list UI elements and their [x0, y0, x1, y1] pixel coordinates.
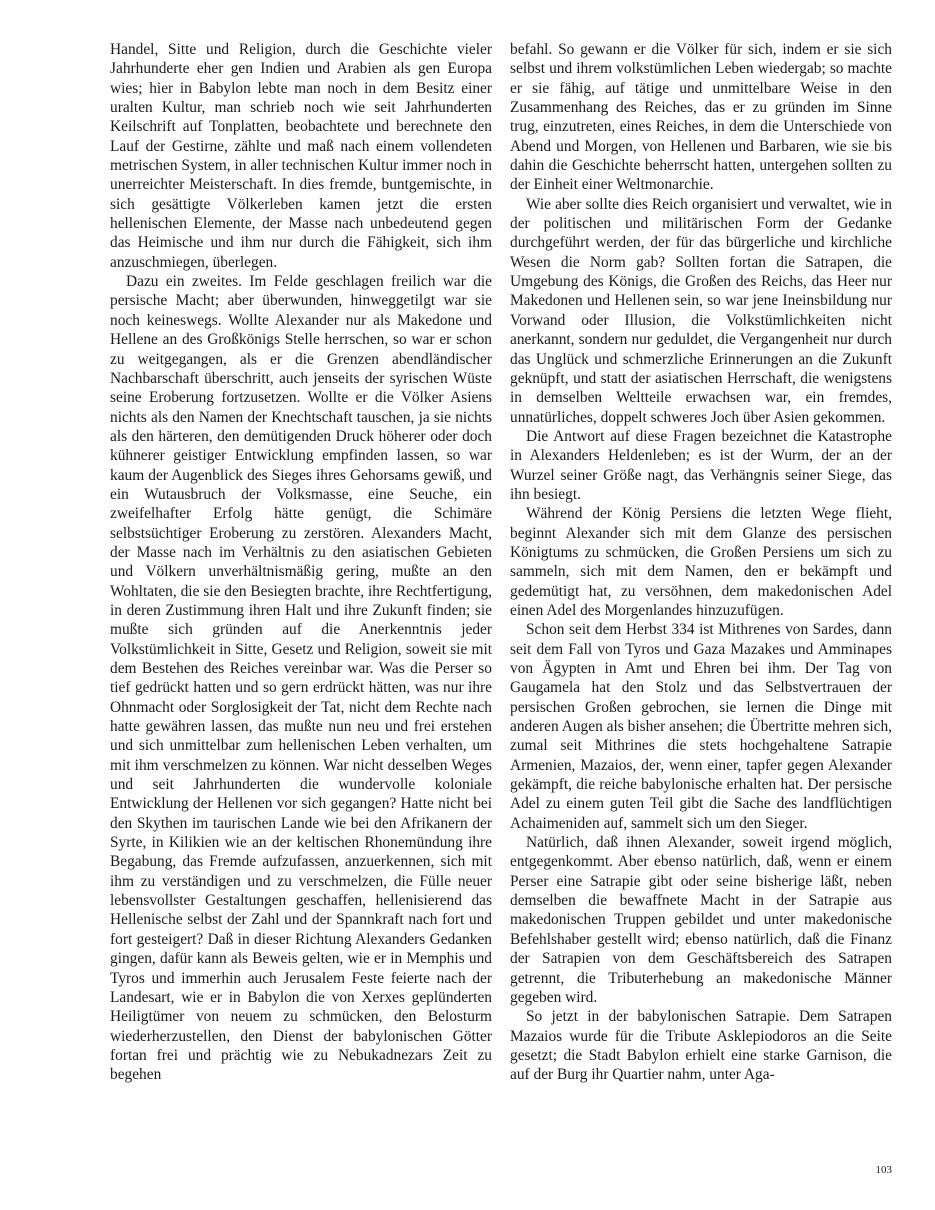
- paragraph: Natürlich, daß ihnen Alexander, soweit irgend möglich, entgegenkommt. Aber ebenso natürlich, daß, wenn er einem Perser eine Satrapie gibt oder seine bisherige läßt, neben demselben die bewaffnete Macht in der Satrapie aus makedonischen Truppen gebildet und unter makedonische Befehlshaber gestellt wird; ebenso natürlich, daß die Finanz der Satrapien von dem Geschäftsbereich des Satrapen getrennt, die Tributerhebung an makedonische Männer gegeben wird.: [510, 834, 892, 1006]
- paragraph: So jetzt in der babylonischen Satrapie. Dem Satrapen Mazaios wurde für die Tribute Asklepiodoros an die Seite gesetzt; die Stadt Babylon erhielt eine starke Garnison, die auf der Burg ihr Quartier nahm, unter Aga-: [510, 1008, 892, 1084]
- paragraph: Während der König Persiens die letzten Wege flieht, beginnt Alexander sich mit dem Glanze des persischen Königtums zu schmücken, die Großen Persiens um sich zu sammeln, sich mit dem Namen, den er bekämpft und gedemütigt hat, zu versöhnen, dem makedonischen Adel einen Adel des Morgenlandes hinzuzufügen.: [510, 505, 892, 619]
- paragraph: Dazu ein zweites. Im Felde geschlagen freilich war die persische Macht; aber überwunden, hinweggetilgt war sie noch keineswegs. Wollte Alexander nur als Makedone und Hellene an des Großkönigs Stelle herrschen, so war er schon zu weitgegangen, als er die Grenzen abendländischer Nachbarschaft überschritt, auch jenseits der syrischen Wüste seine Eroberung fortzusetzen. Wollte er die Völker Asiens nichts als den Namen der Knechtschaft tauschen, ja sie nichts als den härteren, den demütigenden Druck höherer oder doch kühnerer geistiger Entwicklung empfinden lassen, so war kaum der Augenblick des Sieges ihres Gehorsams gewiß, und ein Wutausbruch der Volksmasse, eine Seuche, ein zweifelhafter Erfolg hätte genügt, die Schimäre selbstsüchtiger Eroberung zu zerstören. Alexanders Macht, der Masse nach im Verhältnis zu den asiatischen Gebieten und Völkern unverhältnismäßig gering, mußte an den Wohltaten, die sie den Besiegten brachte, ihre Rechtfertigung, in deren Zustimmung ihren Halt und ihre Zukunft finden; sie mußte sich gründen auf die Anerkenntnis jeder Volkstümlichkeit in Sitte, Gesetz und Religion, soweit sie mit dem Bestehen des Reiches vereinbar war. Was die Perser so tief gedrückt hatten und so gern erdrückt hätten, was nur ihre Ohnmacht oder Sorglosigkeit der Tat, nicht dem Rechte nach hatte gewähren lassen, das mußte nun neu und frei erstehen und sich unmittelbar zum hellenischen Leben verhalten, um mit ihm verschmelzen zu können. War nicht desselben Weges und seit Jahrhunderten die wundervolle koloniale Entwicklung der Hellenen vor sich gegangen? Hatte nicht bei den Skythen im taurischen Lande wie bei den Afrikanern der Syrte, in Kilikien wie an der keltischen Rhonemündung ihre Begabung, das Fremde aufzufassen, anzuerkennen, sich mit ihm zu verständigen und zu verschmelzen, die Fülle neuer lebensvollster Gestaltungen geschaffen, hellenisierend das Hellenische selbst der Zahl und der Spannkraft nach fort und fort gesteigert? Daß in dieser Richtung Alexanders Gedanken gingen, dafür kann als Beweis gelten, wie er in Memphis und Tyros und immerhin auch Jerusalem Feste feierte nach der Landesart, wie er in Babylon die von Xerxes geplünderten Heiligtümer von neuem zu schmücken, den Belosturm wiederherzustellen, den Dienst der babylonischen Götter fortan frei und prächtig wie zu Nebukadnezars Zeit zu begehen: [110, 273, 492, 1084]
- paragraph: Die Antwort auf diese Fragen bezeichnet die Katastrophe in Alexanders Heldenleben; es ist der Wurm, der an der Wurzel seiner Größe nagt, das Verhängnis seiner Siege, das ihn besiegt.: [510, 427, 892, 503]
- right-column: [510, 40, 892, 1085]
- paragraph: befahl. So gewann er die Völker für sich, indem er sie sich selbst und ihrem volkstümlichen Leben wiedergab; so machte er sie fähig, auf tätige und unmittelbare Weise in den Zusammenhang des Reiches, das er zu gründen im Sinne trug, einzutreten, eines Reiches, in dem die Unterschiede von Abend und Morgen, von Hellenen und Barbaren, wie sie bis dahin die Geschichte beherrscht hatten, untergehen sollten zu der Einheit einer Weltmonarchie.: [510, 41, 892, 194]
- left-column: [110, 40, 492, 1085]
- paragraph: Wie aber sollte dies Reich organisiert und verwaltet, wie in der politischen und militärischen Form der Gedanke durchgeführt werden, der für das bürgerliche und kirchliche Wesen die Norm gab? Sollten fortan die Satrapen, die Umgebung des Königs, die Großen des Reichs, das Heer nur Makedonen und Hellenen sein, so war jene Ineinsbildung nur Vorwand oder Illusion, die Volkstümlichkeiten nicht anerkannt, sondern nur geduldet, die Vergangenheit nur durch das Unglück und schmerzliche Erinnerungen an die Zukunft geknüpft, und statt der asiatischen Herrschaft, die wenigstens in demselben Weltteile erwachsen war, ein fremdes, unnatürliches, doppelt schweres Joch über Asien gekommen.: [510, 195, 892, 426]
- paragraph: Schon seit dem Herbst 334 ist Mithrenes von Sardes, dann seit dem Fall von Tyros und Gaza Mazakes und Amminapes von Ägypten in Amt und Ehren bei ihm. Der Tag von Gaugamela hat den Stolz und das Selbstvertrauen der persischen Großen gebrochen, sie lernen die Dinge mit anderen Augen als bisher ansehen; die Übertritte mehren sich, zumal seit Mithrines die stets hochgehaltene Satrapie Armenien, Mazaios, der, wenn einer, tapfer gegen Alexander gekämpft, die reiche babylonische erhalten hat. Der persische Adel zu einem guten Teil gibt die Sache des landflüchtigen Achaimeniden auf, sammelt sich um den Sieger.: [510, 621, 892, 832]
- page-number: 103: [875, 1164, 892, 1176]
- paragraph: Handel, Sitte und Religion, durch die Geschichte vieler Jahrhunderte eher gen Indien und Arabien als gen Europa wies; hier in Babylon lebte man noch in dem Besitz einer uralten Kultur, man schrieb noch wie seit Jahrhunderten Keilschrift auf Tonplatten, beobachtete und berechnete den Lauf der Gestirne, zählte und maß nach einem vollendeten metrischen System, in aller technischen Kultur immer noch in unerreichter Meisterschaft. In dies fremde, buntgemischte, in sich gesättigte Völkerleben kamen jetzt die ersten hellenischen Elemente, der Masse nach unbedeutend gegen das Heimische und ihm nur durch die Fähigkeit, sich ihm anzuschmiegen, überlegen.: [110, 41, 492, 271]
